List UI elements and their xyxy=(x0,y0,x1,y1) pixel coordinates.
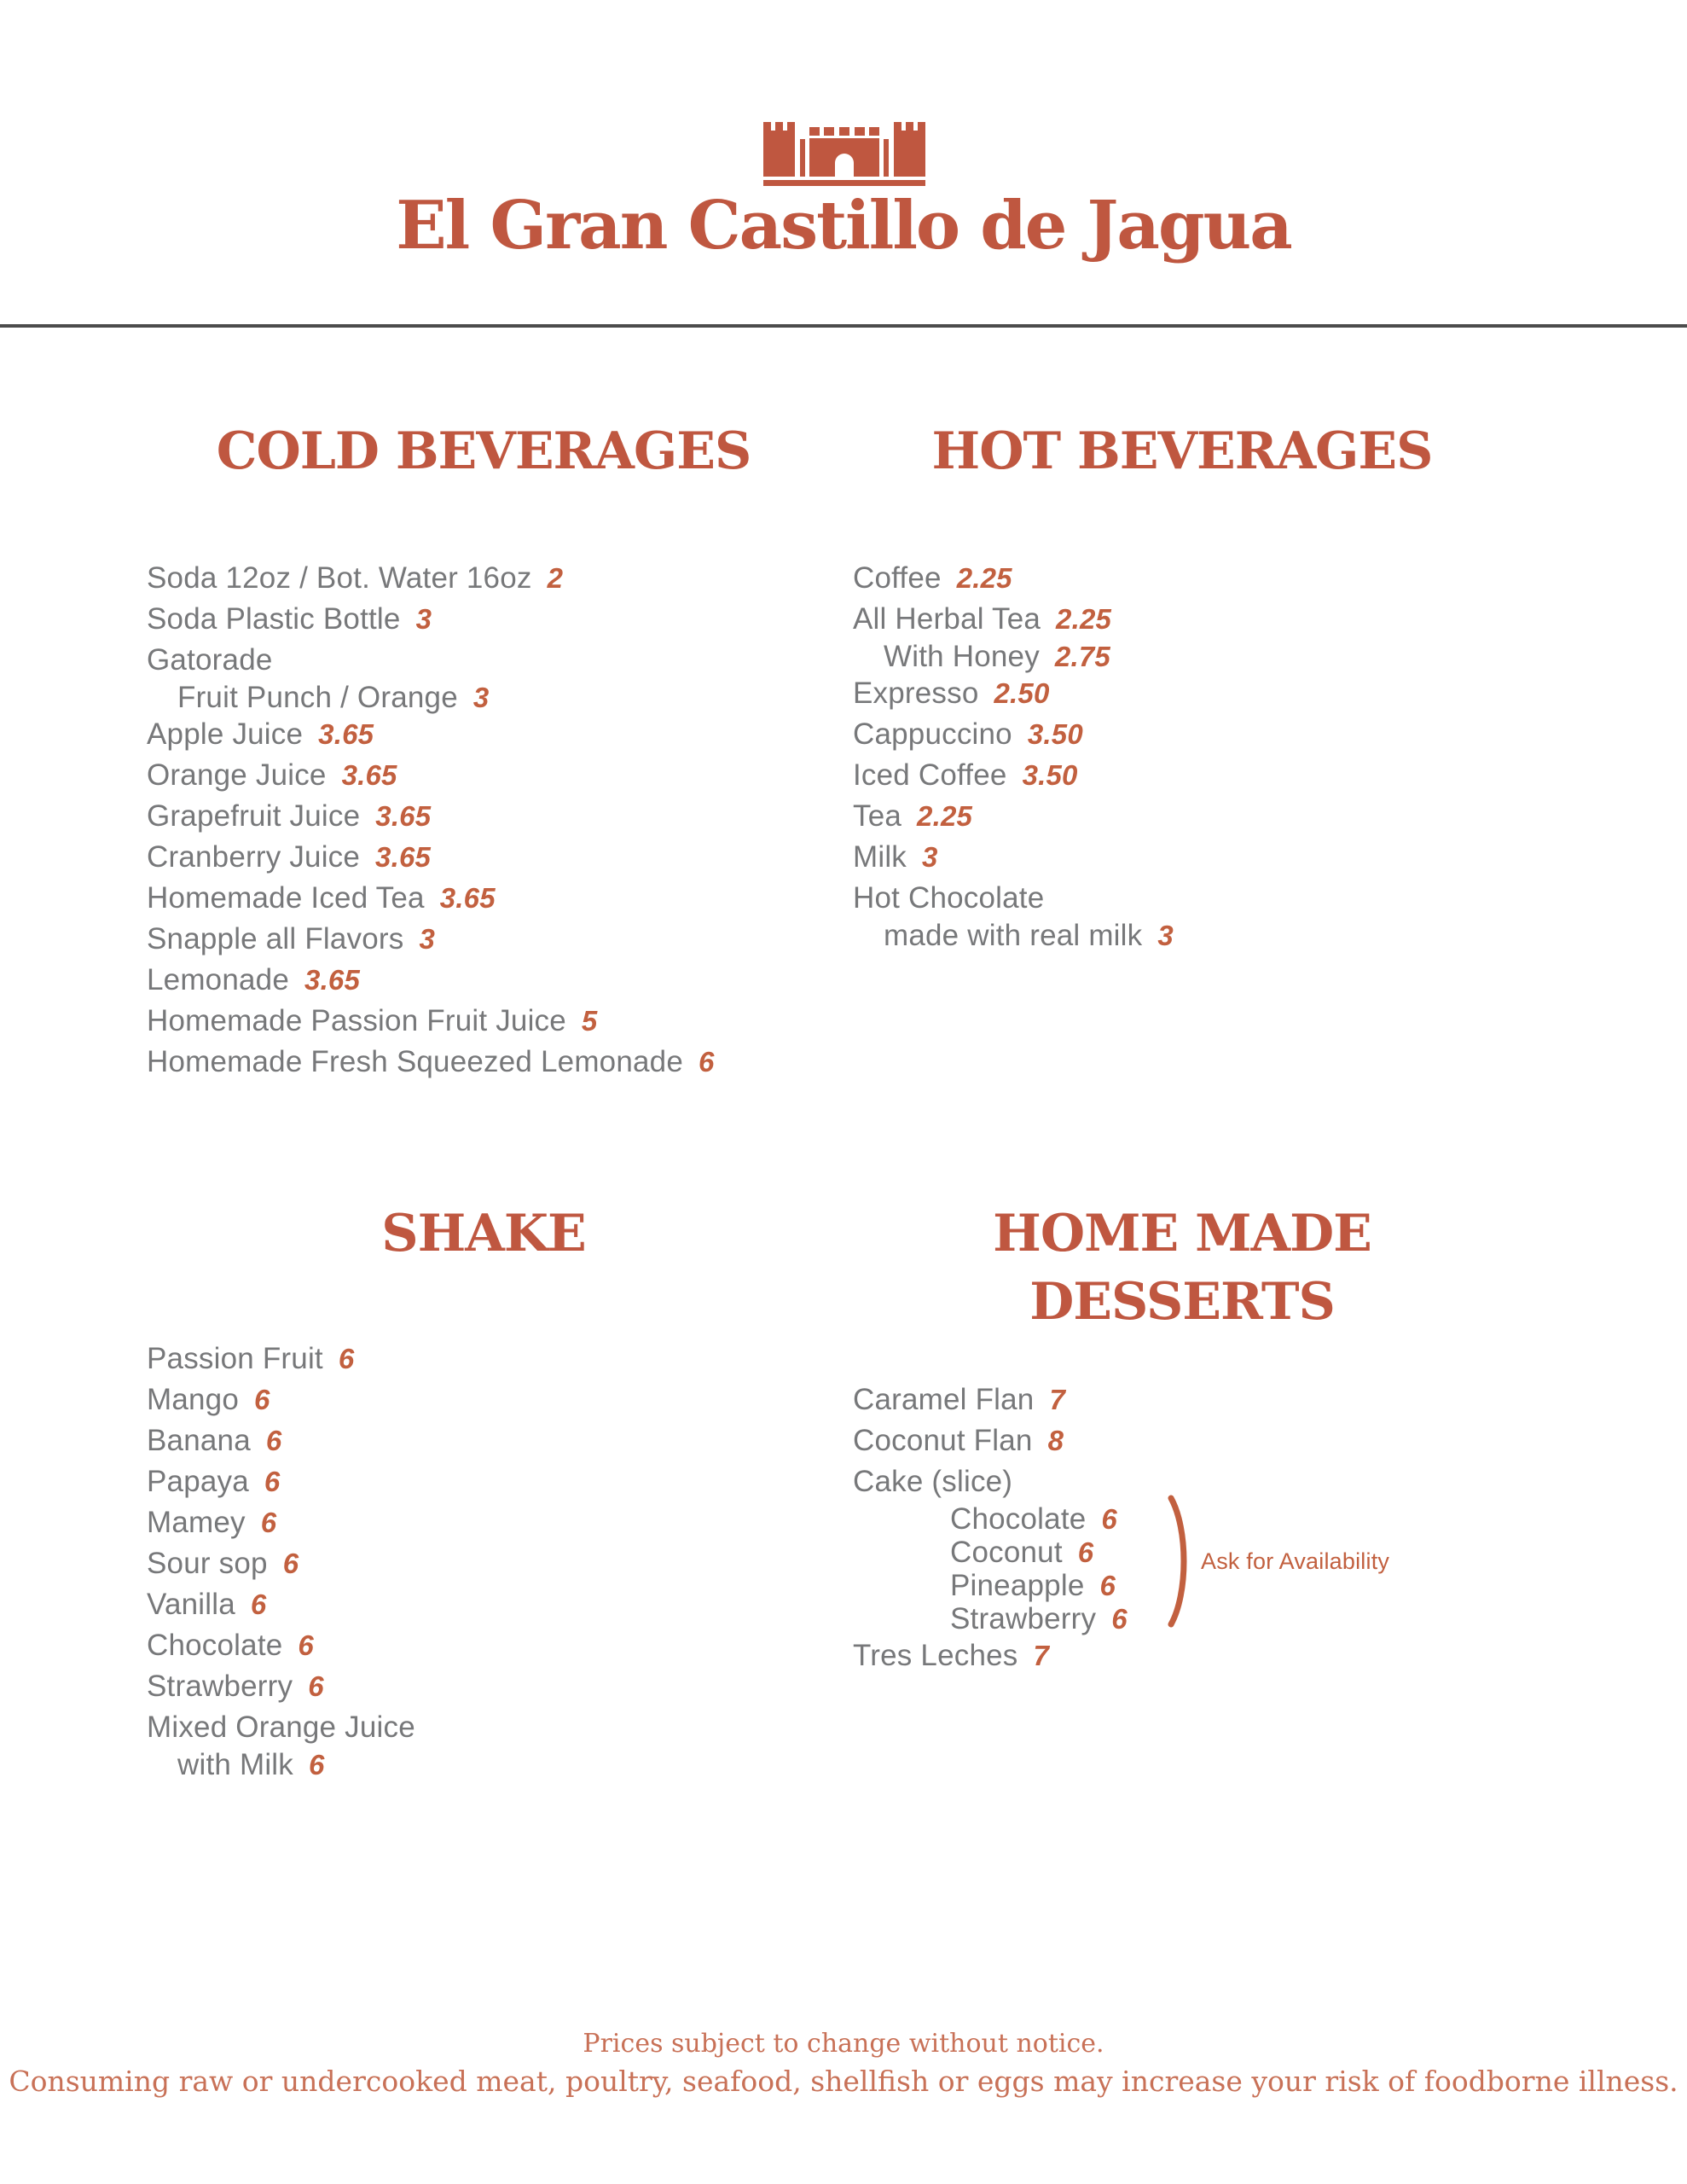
menu-item xyxy=(147,1339,846,1380)
menu-item xyxy=(147,1748,846,1781)
item-price: 3.50 xyxy=(1027,718,1083,750)
menu-item xyxy=(853,1635,1552,1676)
item-price: 6 xyxy=(308,1749,325,1780)
item-price: 2.25 xyxy=(1056,603,1112,635)
item-price: 2 xyxy=(547,562,564,594)
item-name: Caramel Flan xyxy=(853,1383,1035,1416)
menu-item xyxy=(853,1380,1552,1420)
item-price: 3.65 xyxy=(341,759,397,791)
item-name: Coconut xyxy=(950,1536,1063,1569)
item-price: 3 xyxy=(922,841,938,873)
section-title-cold-beverages: COLD BEVERAGES xyxy=(216,421,751,481)
menu-item xyxy=(147,1042,846,1083)
item-price: 8 xyxy=(1047,1425,1064,1456)
menu-item xyxy=(853,1602,1552,1635)
menu-item xyxy=(147,1001,846,1042)
desserts-list xyxy=(853,1380,1552,1676)
menu-item xyxy=(147,558,846,599)
item-price: 2.25 xyxy=(917,800,973,832)
menu-item xyxy=(853,1461,1552,1502)
menu-item xyxy=(147,1707,846,1748)
item-price: 3.65 xyxy=(304,964,361,996)
item-price: 3.65 xyxy=(375,800,432,832)
item-name: Banana xyxy=(147,1424,251,1457)
item-name: With Honey xyxy=(884,640,1040,673)
item-name: Mixed Orange Juice xyxy=(147,1711,415,1744)
item-name: Vanilla xyxy=(147,1588,235,1621)
item-name: Pineapple xyxy=(950,1569,1085,1602)
menu-item xyxy=(147,1420,846,1461)
item-name: Milk xyxy=(853,840,907,874)
menu-item xyxy=(853,714,1552,755)
item-price: 6 xyxy=(298,1629,314,1661)
item-name: Homemade Passion Fruit Juice xyxy=(147,1004,566,1037)
item-price: 6 xyxy=(338,1343,355,1374)
item-name: Fruit Punch / Orange xyxy=(177,681,458,714)
item-name: Chocolate xyxy=(950,1502,1087,1536)
menu-item xyxy=(147,919,846,960)
menu-item xyxy=(853,599,1552,640)
menu-item xyxy=(853,837,1552,878)
item-price: 6 xyxy=(250,1589,267,1620)
item-price: 6 xyxy=(260,1507,277,1538)
item-price: 2.50 xyxy=(994,677,1050,709)
item-price: 3.65 xyxy=(318,718,374,750)
menu-item xyxy=(147,878,846,919)
header-divider xyxy=(0,324,1687,328)
item-name: with Milk xyxy=(177,1748,293,1781)
item-price: 3.65 xyxy=(375,841,432,873)
section-title-shake: SHAKE xyxy=(381,1204,586,1263)
item-price: 5 xyxy=(581,1005,598,1037)
item-price: 6 xyxy=(1099,1570,1116,1601)
item-name: Orange Juice xyxy=(147,758,327,792)
menu-item xyxy=(853,919,1552,952)
section-title-line: DESSERTS xyxy=(1029,1272,1335,1332)
menu-item xyxy=(147,1625,846,1666)
menu-item xyxy=(853,755,1552,796)
item-name: Cake (slice) xyxy=(853,1465,1013,1498)
menu-item xyxy=(853,878,1552,919)
menu-item xyxy=(853,1502,1552,1536)
item-price: 6 xyxy=(699,1046,715,1077)
item-price: 6 xyxy=(254,1384,270,1415)
item-name: Tea xyxy=(853,799,902,833)
item-name: Cranberry Juice xyxy=(147,840,361,874)
menu-item xyxy=(147,599,846,640)
menu-item xyxy=(147,1461,846,1502)
item-name: Lemonade xyxy=(147,963,290,996)
item-name: Sour sop xyxy=(147,1547,268,1580)
shake-list xyxy=(147,1339,846,1781)
availability-note: Ask for Availability xyxy=(1201,1548,1390,1574)
menu-item xyxy=(147,1543,846,1584)
menu-item xyxy=(853,640,1552,673)
menu-item xyxy=(147,837,846,878)
item-name: Snapple all Flavors xyxy=(147,922,404,956)
item-price: 6 xyxy=(264,1466,281,1497)
item-name: Strawberry xyxy=(950,1602,1097,1635)
availability-bracket xyxy=(1167,1495,1192,1628)
item-price: 6 xyxy=(1101,1503,1117,1535)
item-price: 3 xyxy=(1157,920,1174,951)
item-name: Grapefruit Juice xyxy=(147,799,361,833)
item-name: Tres Leches xyxy=(853,1639,1018,1672)
menu-item xyxy=(853,673,1552,714)
item-name: All Herbal Tea xyxy=(853,602,1041,636)
item-name: Chocolate xyxy=(147,1629,283,1662)
item-name: Gatorade xyxy=(147,643,273,677)
menu-item xyxy=(853,558,1552,599)
menu-item xyxy=(853,1420,1552,1461)
menu-item xyxy=(147,640,846,681)
item-name: Mango xyxy=(147,1383,240,1416)
item-name: Hot Chocolate xyxy=(853,881,1045,915)
item-name: Iced Coffee xyxy=(853,758,1007,792)
item-price: 7 xyxy=(1033,1640,1050,1671)
menu-item xyxy=(147,1380,846,1420)
item-name: made with real milk xyxy=(884,919,1143,952)
section-title-home-made-desserts xyxy=(853,1199,1511,1336)
item-price: 3.65 xyxy=(439,882,496,914)
item-price: 6 xyxy=(1077,1536,1094,1568)
footer-note-foodborne-warning: Consuming raw or undercooked meat, poultry, seafood, shellfish or eggs may increase your risk of foodborne illness. xyxy=(9,2065,1678,2098)
item-name: Homemade Fresh Squeezed Lemonade xyxy=(147,1045,683,1078)
section-title-line: HOME MADE xyxy=(993,1204,1371,1263)
item-name: Papaya xyxy=(147,1465,249,1498)
menu-item xyxy=(147,714,846,755)
section-title-hot-beverages: HOT BEVERAGES xyxy=(931,421,1433,481)
restaurant-title: El Gran Castillo de Jagua xyxy=(396,187,1291,264)
item-name: Passion Fruit xyxy=(147,1342,323,1375)
footer-note-prices: Prices subject to change without notice. xyxy=(583,2029,1104,2059)
footer xyxy=(0,2025,1687,2100)
cold-beverages-list xyxy=(147,558,846,1083)
castle-logo-icon xyxy=(763,115,925,187)
item-name: Soda Plastic Bottle xyxy=(147,602,401,636)
item-name: Expresso xyxy=(853,677,979,710)
menu-item xyxy=(147,1502,846,1543)
menu-item xyxy=(147,796,846,837)
menu-item xyxy=(147,1584,846,1625)
item-price: 6 xyxy=(282,1548,299,1579)
item-name: Coconut Flan xyxy=(853,1424,1033,1457)
item-price: 7 xyxy=(1049,1384,1066,1415)
item-price: 2.75 xyxy=(1054,641,1110,672)
menu-item xyxy=(147,1666,846,1707)
item-name: Soda 12oz / Bot. Water 16oz xyxy=(147,561,532,595)
hot-beverages-list xyxy=(853,558,1552,952)
item-name: Coffee xyxy=(853,561,942,595)
item-price: 6 xyxy=(308,1670,324,1702)
item-price: 2.25 xyxy=(956,562,1012,594)
item-name: Mamey xyxy=(147,1506,246,1539)
item-name: Strawberry xyxy=(147,1670,293,1703)
item-price: 6 xyxy=(265,1425,282,1456)
item-price: 3 xyxy=(472,682,490,713)
item-price: 6 xyxy=(1111,1603,1128,1635)
item-price: 3 xyxy=(419,923,436,955)
item-price: 3.50 xyxy=(1022,759,1078,791)
menu-item xyxy=(147,960,846,1001)
item-name: Apple Juice xyxy=(147,717,304,751)
menu-item xyxy=(147,681,846,714)
menu-item xyxy=(147,755,846,796)
item-name: Homemade Iced Tea xyxy=(147,881,425,915)
item-name: Cappuccino xyxy=(853,717,1012,751)
menu-item xyxy=(853,796,1552,837)
item-price: 3 xyxy=(415,603,432,635)
